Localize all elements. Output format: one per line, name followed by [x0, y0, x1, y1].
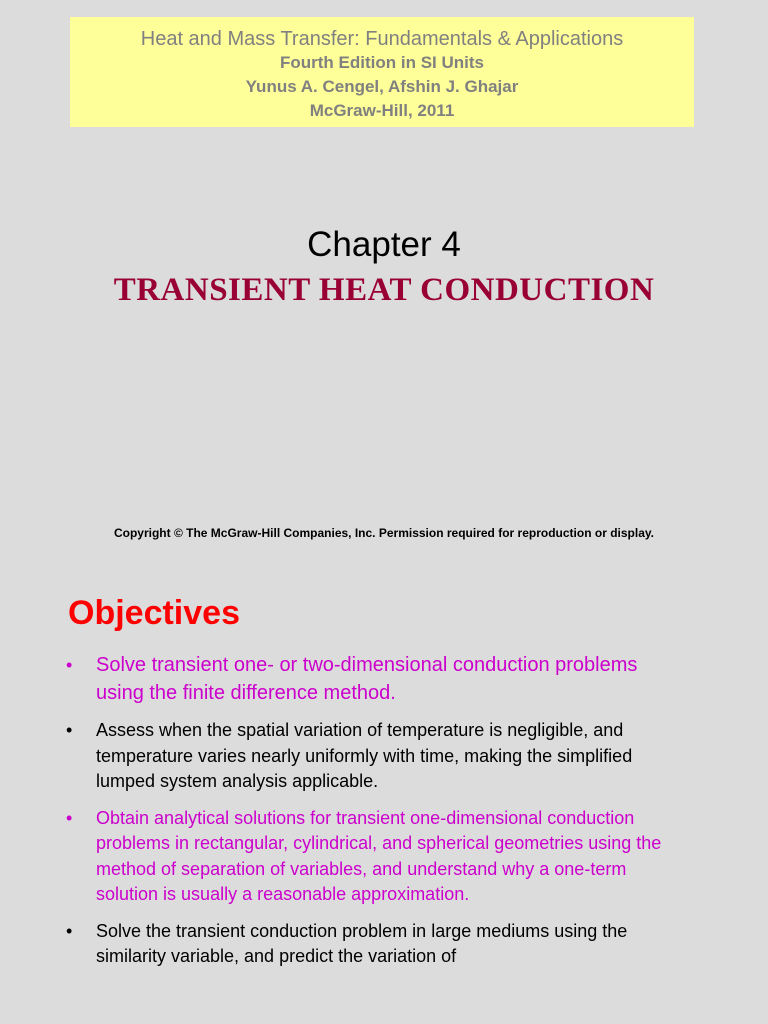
objective-text: Obtain analytical solutions for transient one-dimensional conduction problems in rectangular, cylindrical, and spherical geometries using the method of separation of variables, and understand why a one-term solution is usually a reasonable approximation.: [96, 807, 662, 904]
objective-text: Assess when the spatial variation of temperature is negligible, and temperature varies nearly uniformly with time, making the simplified lumped system analysis applicable.: [96, 720, 633, 791]
chapter-title: TRANSIENT HEAT CONDUCTION: [113, 272, 655, 308]
list-item: [64, 919, 684, 970]
book-authors: Yunus A. Cengel, Afshin J. Ghajar: [245, 77, 519, 96]
bullet-icon: •: [66, 655, 73, 675]
bullet-icon: •: [66, 720, 73, 740]
objective-text: Solve the transient conduction problem in large mediums using the similarity variable, and predict the variation of: [96, 920, 628, 966]
copyright-notice: Copyright © The McGraw-Hill Companies, Inc. Permission required for reproduction or display.: [113, 526, 655, 540]
objectives-list: [64, 651, 684, 981]
book-info-box: [70, 17, 694, 127]
objective-text: Solve transient one- or two-dimensional conduction problems using the finite difference method.: [96, 654, 638, 704]
list-item: [64, 806, 684, 908]
book-title: Heat and Mass Transfer: Fundamentals & Applications: [140, 28, 624, 50]
bullet-icon: •: [66, 920, 73, 941]
chapter-number: Chapter 4: [307, 225, 461, 264]
list-item: [64, 718, 684, 795]
book-publisher: McGraw-Hill, 2011: [309, 101, 455, 120]
objectives-heading: Objectives: [68, 594, 240, 632]
bullet-icon: •: [66, 807, 73, 828]
list-item: [64, 651, 684, 707]
book-edition: Fourth Edition in SI Units: [280, 53, 484, 72]
